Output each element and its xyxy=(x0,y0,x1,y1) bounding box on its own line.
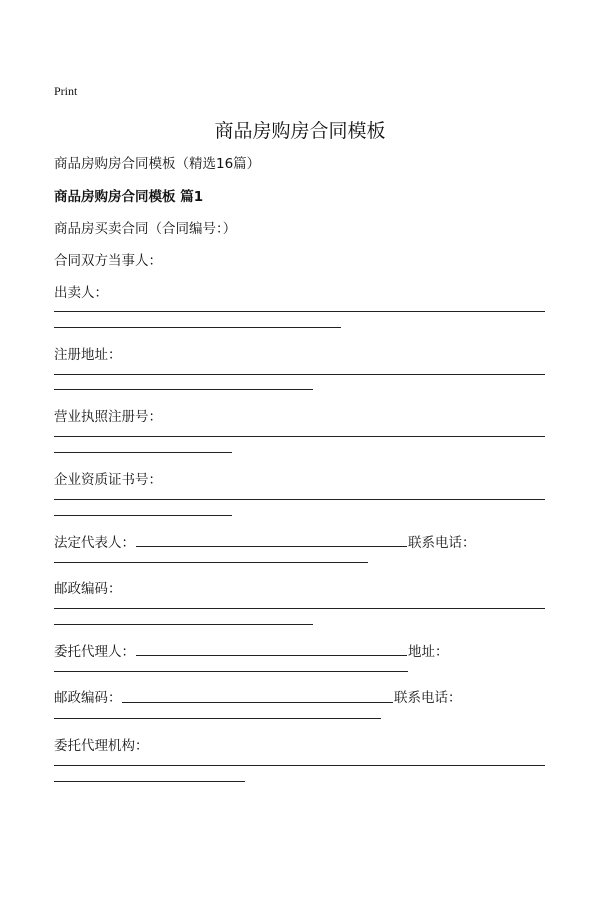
seller-label: 出卖人： xyxy=(54,285,108,301)
address-line[interactable] xyxy=(54,671,408,672)
postal-code-2-line[interactable] xyxy=(122,702,393,703)
agency-line-2[interactable] xyxy=(54,781,245,782)
registered-address-line-1[interactable] xyxy=(54,374,545,375)
business-license-line-1[interactable] xyxy=(54,436,545,437)
phone-2-line[interactable] xyxy=(54,718,381,719)
qualification-cert-line-2[interactable] xyxy=(54,515,232,516)
postal-code-1-label: 邮政编码： xyxy=(54,581,122,597)
print-label[interactable]: Print xyxy=(54,84,78,98)
address-label: 地址： xyxy=(408,644,449,660)
postal-code-2-label: 邮政编码： xyxy=(54,690,122,706)
parties-label: 合同双方当事人： xyxy=(54,253,162,269)
postal-code-1-line-1[interactable] xyxy=(54,608,545,609)
registered-address-line-2[interactable] xyxy=(54,389,313,390)
agent-label: 委托代理人： xyxy=(54,644,135,660)
agent-line[interactable] xyxy=(136,655,407,656)
section-heading: 商品房购房合同模板 篇1 xyxy=(54,189,204,205)
agency-label: 委托代理机构： xyxy=(54,738,149,754)
document-subtitle: 商品房购房合同模板（精选16篇） xyxy=(54,156,261,172)
business-license-line-2[interactable] xyxy=(54,452,232,453)
document-title: 商品房购房合同模板 xyxy=(214,120,386,142)
phone-1-line[interactable] xyxy=(54,562,368,563)
business-license-label: 营业执照注册号： xyxy=(54,409,162,425)
contract-number-line: 商品房买卖合同（合同编号：） xyxy=(54,221,237,237)
qualification-cert-label: 企业资质证书号： xyxy=(54,472,162,488)
legal-rep-line[interactable] xyxy=(136,546,407,547)
legal-rep-label: 法定代表人： xyxy=(54,535,135,551)
phone-1-label: 联系电话： xyxy=(408,535,476,551)
registered-address-label: 注册地址： xyxy=(54,347,122,363)
seller-line-1[interactable] xyxy=(54,311,545,312)
qualification-cert-line-1[interactable] xyxy=(54,499,545,500)
seller-line-2[interactable] xyxy=(54,327,341,328)
agency-line-1[interactable] xyxy=(54,765,545,766)
postal-code-1-line-2[interactable] xyxy=(54,624,313,625)
phone-2-label: 联系电话： xyxy=(394,690,462,706)
